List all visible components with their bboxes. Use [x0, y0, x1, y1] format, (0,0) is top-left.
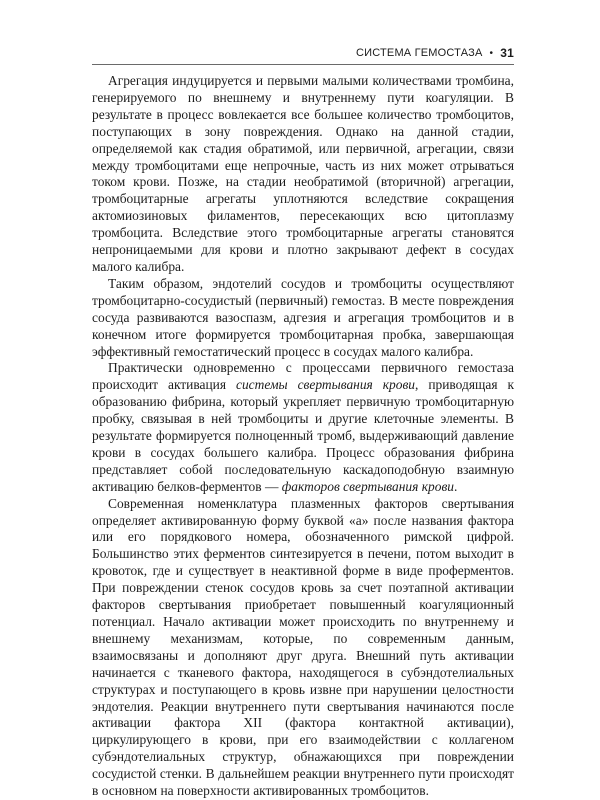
text-run: Таким образом, эндотелий сосудов и тромбоциты осуществляют тромбоцитарно-сосудистый (первичный) гемостаз. В месте повреждения сосуда развиваются вазоспазм, адгезия и агрегация тромбоцитов и в конечном итоге формируется тромбоцитарная пробка, завершающая эффективный гемостатический процесс в сосудах малого калибра. — [92, 275, 514, 359]
header-bullet: • — [489, 47, 494, 59]
section-title: СИСТЕМА ГЕМОСТАЗА — [355, 47, 483, 59]
header-rule — [92, 64, 514, 65]
text-run: Практически одновременно с процессами первичного гемостаза происходит активация — [92, 360, 514, 393]
paragraph — [92, 360, 514, 495]
italic-term: факторов свертывания крови — [281, 478, 455, 494]
paragraph — [92, 73, 514, 276]
paragraph — [92, 276, 514, 361]
running-header — [92, 44, 514, 62]
text-run: . — [454, 478, 458, 494]
page-number: 31 — [500, 46, 514, 60]
text-run: , приводящая к образованию фибрина, который укрепляет первичную тромбоцитарную пробку, связывая в ней тромбоциты и другие клеточные элементы. В результате формируется полноценный тромб, выдерживающий давление крови в сосудах большего калибра. Процесс образования фибрина представляет собой последовательную каскадоподобную взаимную активацию белков-ферментов — — [92, 377, 514, 494]
text-run: Современная номенклатура плазменных факторов свертывания определяет активированную форму буквой «а» после названия фактора или его порядкового номера, обозначенного римской цифрой. Большинство этих ферментов синтезируется в печени, потом выходит в кровоток, где и существует в неактивной форме в виде проферментов. При повреждении стенок сосудов кровь за счет поэтапной активации факторов свертывания приобретает повышенный коагуляционный потенциал. Начало активации может происходить по внутреннему и внешнему механизмам, которые, по современным данным, взаимосвязаны и дополняют друг друга. Внешний путь активации начинается с тканевого фактора, находящегося в субэндотелиальных структурах и поступающего в кровь извне при нарушении целостности эндотелия. Реакции внутреннего пути свертывания начинаются после активации фактора XII (фактора контактной активации), циркулирующего в крови, при его взаимодействии с коллагеном субэндотелиальных структур, обнажающихся при повреждении сосудистой стенки. В дальнейшем реакции внутреннего пути происходят в основном на поверхности активированных тромбоцитов. — [92, 495, 514, 799]
body-text — [92, 73, 514, 800]
text-run: Агрегация индуцируется и первыми малыми количествами тромбина, генерируемого по внешнему и внутреннему пути коагуляции. В результате в процесс вовлекается все большее количество тромбоцитов, поступающих в зону повреждения. Однако на данной стадии, определяемой как стадия обратимой, или первичной, агрегации, связи между тромбоцитами еще непрочные, часть из них может отрываться током крови. Позже, на стадии необратимой (вторичной) агрегации, тромбоцитарные агрегаты уплотняются вследствие сокращения актомиозиновых филаментов, пересекающих всю цитоплазму тромбоцита. Вследствие этого тромбоцитарные агрегаты становятся непроницаемыми для крови и плотно закрывают дефект в сосудах малого калибра. — [92, 73, 514, 274]
italic-term: системы свертывания крови — [236, 377, 416, 393]
paragraph — [92, 496, 514, 800]
